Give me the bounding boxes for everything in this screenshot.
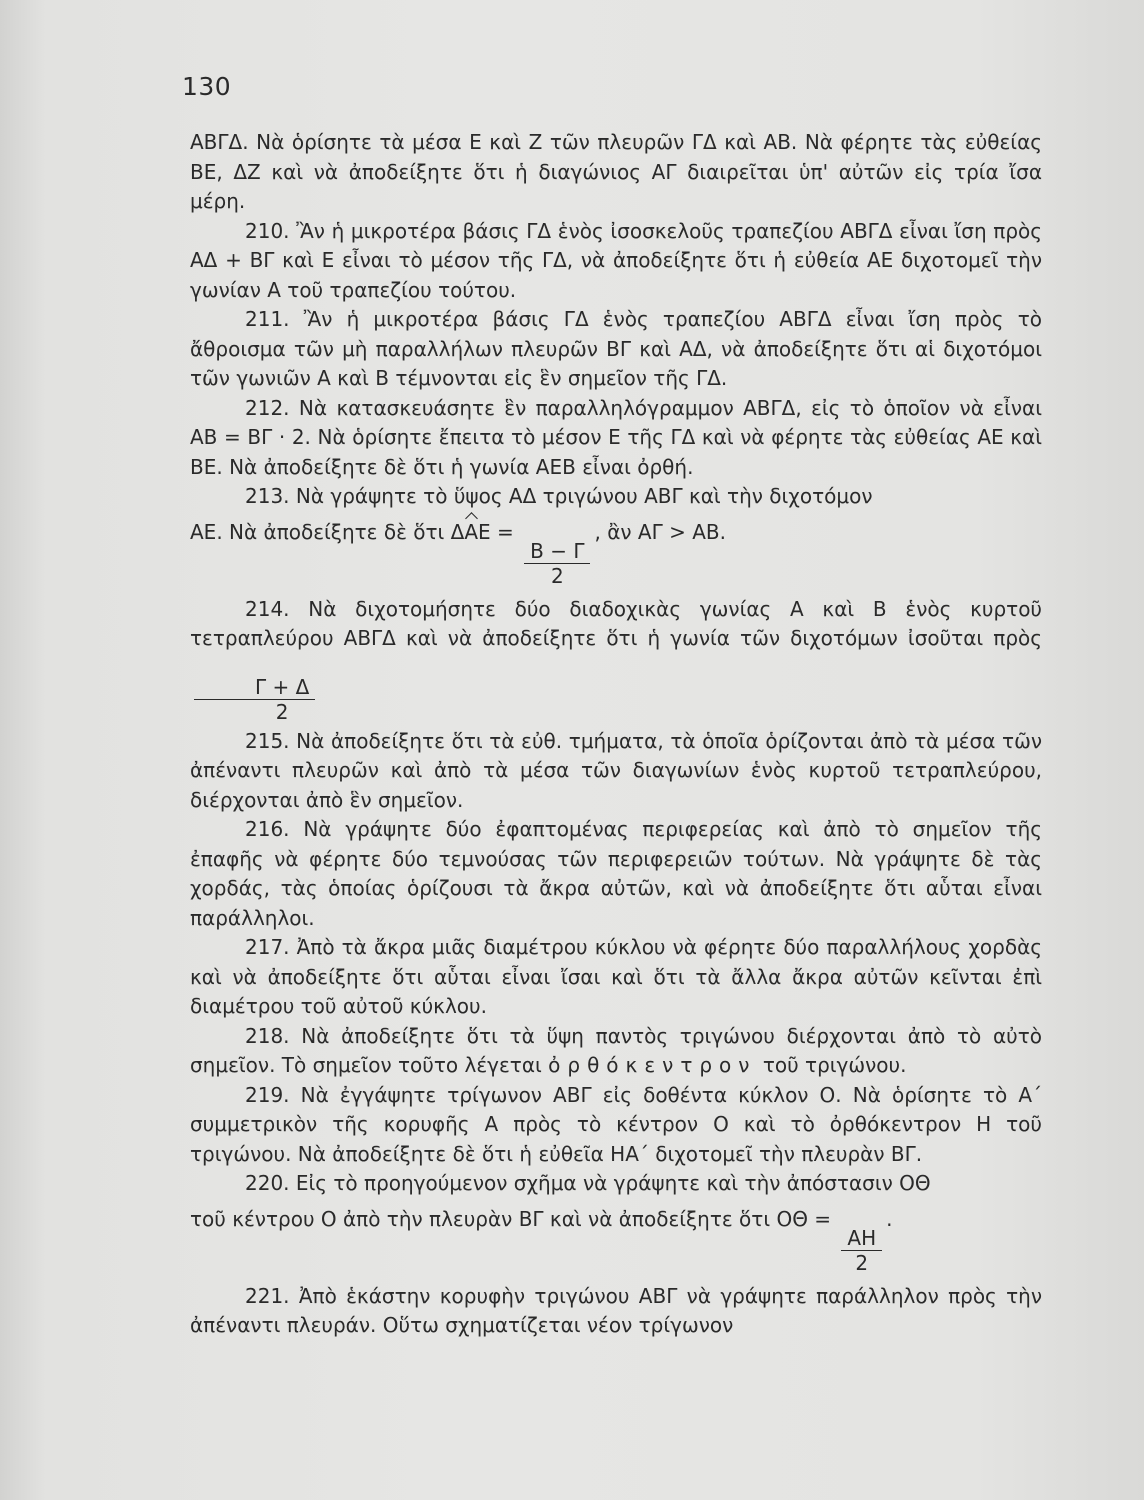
exercise-221: 221. Ἀπὸ ἑκάστην κορυφὴν τριγώνου ΑΒΓ νὰ γράψητε παράλληλον πρὸς τὴν ἀπέναντι πλευράν. Οὕτω σχηματίζεται νέον τρίγωνον (190, 1283, 1042, 1337)
exercise-214 (190, 595, 1042, 723)
page-number: 130 (182, 72, 232, 101)
exercise-213-condition: , ἂν ΑΓ > ΑΒ. (594, 519, 726, 544)
exercise-214-text: 214. Νὰ διχοτομήσητε δύο διαδοχικὰς γωνίας Α καὶ Β ἑνὸς κυρτοῦ τετραπλεύρου ΑΒΓΔ καὶ νὰ ἀποδείξητε ὅτι ἡ γωνία τῶν διχοτόμων ἰσοῦται πρὸς (190, 596, 1042, 650)
exercise-215: 215. Νὰ ἀποδείξητε ὅτι τὰ εὐθ. τμήματα, τὰ ὁποῖα ὁρίζονται ἀπὸ τὰ μέσα τῶν ἀπέναντι πλευρῶν καὶ ἀπὸ τὰ μέσα τῶν διαγωνίων ἑνὸς κυρτοῦ τετραπλεύρου, διέρχονται ἀπὸ ἓν σημεῖον. (190, 728, 1042, 812)
fraction-numerator: Γ + Δ (194, 677, 315, 700)
exercise-213-formula-line (190, 518, 1042, 587)
exercise-217: 217. Ἀπὸ τὰ ἄκρα μιᾶς διαμέτρου κύκλου νὰ φέρητε δύο παραλλήλους χορδὰς καὶ νὰ ἀποδείξητε ὅτι αὗται εἶναι ἴσαι καὶ ὅτι τὰ ἄλλα ἄκρα αὐτῶν κεῖνται ἐπὶ διαμέτρου τοῦ αὐτοῦ κύκλου. (190, 935, 1042, 1018)
exercise-216: 216. Νὰ γράψητε δύο ἐφαπτομένας περιφερείας καὶ ἀπὸ τὸ σημεῖον τῆς ἐπαφῆς νὰ φέρητε δύο τεμνούσας τῶν περιφερειῶν τούτων. Νὰ γράψητε δὲ τὰς χορδάς, τὰς ὁποίας ὁρίζουσι τὰ ἄκρα αὐτῶν, καὶ νὰ ἀποδείξητε ὅτι αὗται εἶναι παράλληλοι. (190, 817, 1042, 930)
exercise-218 (190, 1022, 1042, 1081)
equals-sign: = (490, 519, 521, 544)
exercise-213 (190, 482, 1042, 587)
term-orthocenter: ὀρθόκεντρον (548, 1053, 757, 1077)
fraction-ah-over-2 (841, 1225, 882, 1275)
fraction-g-plus-d (194, 674, 315, 724)
exercise-218-text: 218. Νὰ ἀποδείξητε ὅτι τὰ ὕψη παντὸς τριγώνου διέρχονται ἀπὸ τὸ αὐτὸ σημεῖον. Τὸ σημεῖον τοῦτο λέγεται (190, 1023, 1042, 1077)
exercise-218-end: τοῦ τριγώνου. (756, 1053, 907, 1077)
angle-dae: ΔΑΕ (450, 519, 491, 544)
exercise-220-end: . (886, 1206, 893, 1231)
exercise-220-line1: 220. Εἰς τὸ προηγούμενον σχῆμα νὰ γράψητε καὶ τὴν ἀπόστασιν ΟΘ (245, 1171, 931, 1195)
exercise-213-text: ΑΕ. Νὰ ἀποδείξητε δὲ ὅτι (190, 519, 451, 544)
exercise-210: 210. Ἂν ἡ μικροτέρα βάσις ΓΔ ἑνὸς ἰσοσκελοῦς τραπεζίου ΑΒΓΔ εἶναι ἴση πρὸς ΑΔ + ΒΓ καὶ Ε εἶναι τὸ μέσον τῆς ΓΔ, νὰ ἀποδείξητε ὅτι ἡ εὐθεία ΑΕ διχοτομεῖ τὴν γωνίαν Α τοῦ τραπεζίου τούτου. (190, 218, 1042, 302)
fraction-numerator: ΑΗ (841, 1228, 882, 1251)
paragraph-continuation: ΑΒΓΔ. Νὰ ὁρίσητε τὰ μέσα Ε καὶ Ζ τῶν πλευρῶν ΓΔ καὶ ΑΒ. Νὰ φέρητε τὰς εὐθείας ΒΕ, ΔΖ καὶ νὰ ἀποδείξητε ὅτι ἡ διαγώνιος ΑΓ διαιρεῖται ὑπ' αὐτῶν εἰς τρία ἴσα μέρη. (190, 130, 1042, 213)
exercise-220-formula-line (190, 1205, 1042, 1274)
fraction-b-minus-g (524, 538, 590, 588)
exercise-219: 219. Νὰ ἐγγάψητε τρίγωνον ΑΒΓ εἰς δοθέντα κύκλον Ο. Νὰ ὁρίσητε τὸ Α΄ συμμετρικὸν τῆς κορυφῆς Α πρὸς τὸ κέντρον Ο καὶ τὸ ὀρθόκεντρον Η τοῦ τριγώνου. Νὰ ἀποδείξητε δὲ ὅτι ἡ εὐθεῖα ΗΑ΄ διχοτομεῖ τὴν πλευρὰν ΒΓ. (190, 1082, 1042, 1166)
exercise-220 (190, 1169, 1042, 1274)
exercise-212: 212. Νὰ κατασκευάσητε ἓν παραλληλόγραμμον ΑΒΓΔ, εἰς τὸ ὁποῖον νὰ εἶναι ΑΒ = ΒΓ · 2. Νὰ ὁρίσητε ἔπειτα τὸ μέσον Ε τῆς ΓΔ καὶ νὰ φέρητε τὰς εὐθείας ΑΕ καὶ ΒΕ. Νὰ ἀποδείξητε δὲ ὅτι ἡ γωνία ΑΕΒ εἶναι ὀρθή. (190, 395, 1042, 479)
exercise-213-line1: 213. Νὰ γράψητε τὸ ὕψος ΑΔ τριγώνου ΑΒΓ καὶ τὴν διχοτόμον (245, 484, 873, 508)
exercise-220-text: τοῦ κέντρου Ο ἀπὸ τὴν πλευρὰν ΒΓ καὶ νὰ ἀποδείξητε ὅτι ΟΘ = (190, 1206, 838, 1231)
fraction-numerator: Β − Γ (524, 541, 590, 564)
fraction-denominator: 2 (275, 699, 289, 724)
fraction-denominator: 2 (550, 563, 564, 588)
exercise-text (190, 128, 1042, 1341)
exercise-211: 211. Ἂν ἡ μικροτέρα βάσις ΓΔ ἑνὸς τραπεζίου ΑΒΓΔ εἶναι ἴση πρὸς τὸ ἄθροισμα τῶν μὴ παραλλήλων πλευρῶν ΒΓ καὶ ΑΔ, νὰ ἀποδείξητε ὅτι αἱ διχοτόμοι τῶν γωνιῶν Α καὶ Β τέμνονται εἰς ἓν σημεῖον τῆς ΓΔ. (190, 307, 1042, 390)
fraction-denominator: 2 (855, 1250, 869, 1275)
